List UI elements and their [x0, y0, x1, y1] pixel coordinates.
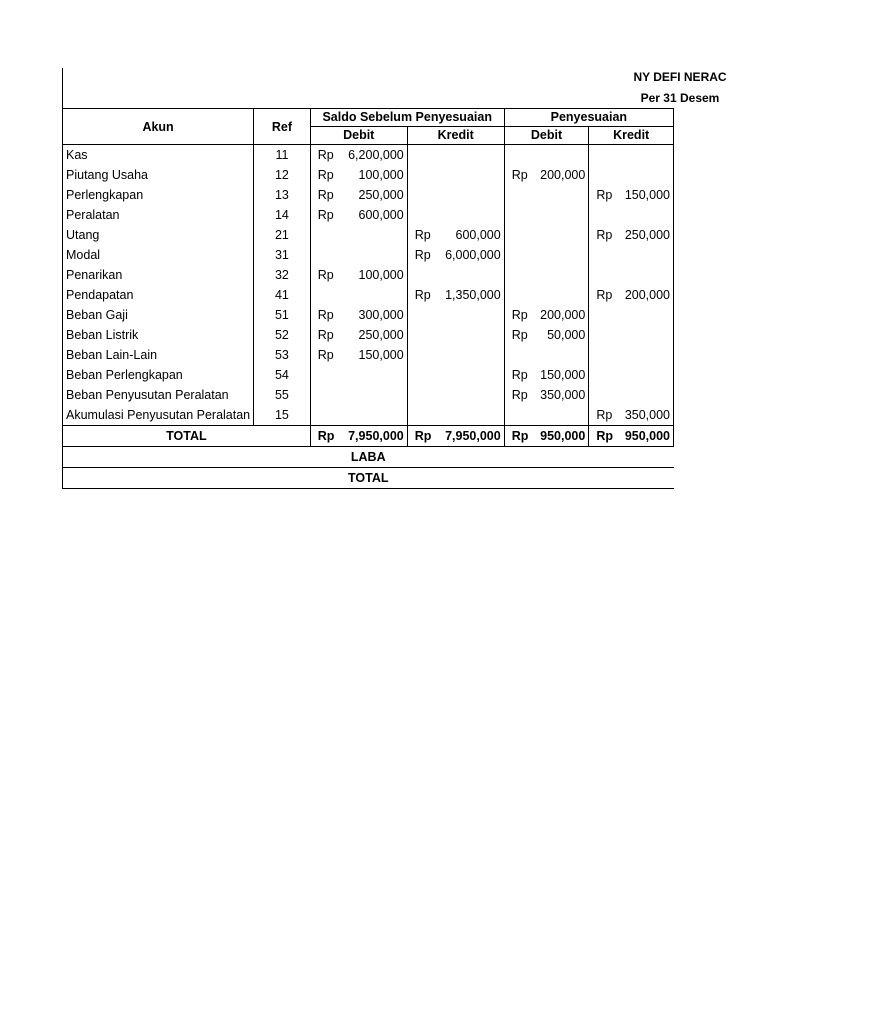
header-penyesuaian-kredit[interactable]: Kredit [589, 127, 674, 145]
report-subtitle: Per 31 Desem [640, 91, 720, 105]
account-name-cell[interactable]: Beban Gaji [63, 305, 254, 325]
penyesuaian-kredit-cell[interactable] [589, 285, 674, 305]
account-name-cell[interactable]: Penarikan [63, 265, 254, 285]
currency-label: Rp [511, 328, 528, 342]
penyesuaian-debit-cell[interactable] [504, 345, 589, 365]
saldo-kredit-cell[interactable] [407, 365, 504, 385]
table-row [63, 265, 674, 285]
table-row [63, 245, 674, 265]
account-name-cell[interactable]: Beban Perlengkapan [63, 365, 254, 385]
saldo-debit-cell[interactable] [310, 245, 407, 265]
penyesuaian-debit-cell[interactable] [504, 265, 589, 285]
total-saldo-kredit: 7,950,000 [445, 429, 501, 443]
saldo-kredit-cell[interactable] [407, 325, 504, 345]
ref-cell[interactable]: 11 [254, 145, 311, 166]
currency-label: Rp [511, 168, 528, 182]
ref-cell[interactable]: 31 [254, 245, 311, 265]
saldo-debit-amount: 6,200,000 [348, 148, 404, 162]
penyesuaian-debit-cell[interactable] [504, 205, 589, 225]
penyesuaian-kredit-cell[interactable] [589, 325, 674, 345]
saldo-kredit-cell[interactable] [407, 285, 504, 305]
penyesuaian-debit-amount: 150,000 [540, 368, 586, 382]
currency-label: Rp [511, 388, 528, 402]
table-row [63, 345, 674, 365]
ledger-body [63, 145, 674, 426]
header-saldo-sebelum-penyesuaian[interactable]: Saldo Sebelum Penyesuaian [310, 109, 504, 127]
account-name-cell[interactable]: Pendapatan [63, 285, 254, 305]
penyesuaian-debit-cell[interactable] [504, 305, 589, 325]
penyesuaian-debit-amount: 50,000 [547, 328, 586, 342]
header-ref[interactable]: Ref [254, 109, 311, 145]
penyesuaian-debit-amount: 200,000 [540, 168, 586, 182]
table-row [63, 365, 674, 385]
account-name-cell[interactable]: Piutang Usaha [63, 165, 254, 185]
currency-label: Rp [596, 408, 613, 422]
saldo-debit-amount: 250,000 [358, 328, 404, 342]
laba-label-cell[interactable]: LABA [63, 447, 674, 468]
ref-cell[interactable]: 54 [254, 365, 311, 385]
currency-label: Rp [317, 208, 334, 222]
total-penyesuaian-kredit: 950,000 [624, 429, 670, 443]
ref-cell[interactable]: 14 [254, 205, 311, 225]
ref-cell[interactable]: 52 [254, 325, 311, 345]
saldo-debit-amount: 100,000 [358, 268, 404, 282]
account-name-cell[interactable]: Akumulasi Penyusutan Peralatan [63, 405, 254, 426]
saldo-debit-cell[interactable] [310, 205, 407, 225]
saldo-kredit-cell[interactable] [407, 145, 504, 166]
currency-label: Rp [596, 429, 613, 443]
currency-label: Rp [596, 288, 613, 302]
grand-total-label-cell[interactable]: TOTAL [63, 468, 674, 489]
penyesuaian-kredit-cell[interactable] [589, 145, 674, 166]
currency-label: Rp [414, 248, 431, 262]
total-row [63, 426, 674, 447]
ref-cell[interactable]: 41 [254, 285, 311, 305]
table-row [63, 385, 674, 405]
total-penyesuaian-kredit-cell[interactable] [589, 426, 674, 447]
saldo-debit-cell[interactable] [310, 165, 407, 185]
table-row [63, 325, 674, 345]
currency-label: Rp [317, 148, 334, 162]
table-row [63, 225, 674, 245]
account-name-cell[interactable]: Utang [63, 225, 254, 245]
saldo-debit-amount: 300,000 [358, 308, 404, 322]
header-akun[interactable]: Akun [63, 109, 254, 145]
saldo-debit-cell[interactable] [310, 285, 407, 305]
penyesuaian-debit-cell[interactable] [504, 245, 589, 265]
total-penyesuaian-debit-cell[interactable] [504, 426, 589, 447]
trial-balance-table [62, 108, 674, 489]
currency-label: Rp [596, 228, 613, 242]
ref-cell[interactable]: 21 [254, 225, 311, 245]
table-row [63, 285, 674, 305]
saldo-debit-amount: 150,000 [358, 348, 404, 362]
saldo-kredit-cell[interactable] [407, 265, 504, 285]
saldo-debit-cell[interactable] [310, 265, 407, 285]
penyesuaian-debit-cell[interactable] [504, 385, 589, 405]
penyesuaian-kredit-cell[interactable] [589, 165, 674, 185]
penyesuaian-debit-cell[interactable] [504, 325, 589, 345]
penyesuaian-kredit-amount: 350,000 [624, 408, 670, 422]
penyesuaian-debit-cell[interactable] [504, 145, 589, 166]
penyesuaian-kredit-cell[interactable] [589, 265, 674, 285]
table-row [63, 305, 674, 325]
penyesuaian-kredit-cell[interactable] [589, 205, 674, 225]
penyesuaian-debit-cell[interactable] [504, 365, 589, 385]
penyesuaian-kredit-amount: 200,000 [624, 288, 670, 302]
penyesuaian-debit-cell[interactable] [504, 285, 589, 305]
saldo-debit-cell[interactable] [310, 385, 407, 405]
saldo-kredit-cell[interactable] [407, 245, 504, 265]
currency-label: Rp [317, 268, 334, 282]
table-row [63, 185, 674, 205]
currency-label: Rp [511, 368, 528, 382]
ref-cell[interactable]: 12 [254, 165, 311, 185]
penyesuaian-debit-cell[interactable] [504, 165, 589, 185]
saldo-kredit-cell[interactable] [407, 305, 504, 325]
account-name-cell[interactable]: Peralatan [63, 205, 254, 225]
saldo-debit-cell[interactable] [310, 225, 407, 245]
saldo-debit-cell[interactable] [310, 185, 407, 205]
saldo-kredit-amount: 600,000 [455, 228, 501, 242]
currency-label: Rp [511, 429, 529, 443]
laba-row [63, 447, 674, 468]
header-saldo-debit[interactable]: Debit [310, 127, 407, 145]
saldo-debit-amount: 100,000 [358, 168, 404, 182]
penyesuaian-debit-cell[interactable] [504, 225, 589, 245]
penyesuaian-kredit-cell[interactable] [589, 405, 674, 426]
saldo-kredit-cell[interactable] [407, 205, 504, 225]
total-saldo-kredit-cell[interactable] [407, 426, 504, 447]
currency-label: Rp [317, 308, 334, 322]
table-row [63, 145, 674, 166]
saldo-kredit-cell[interactable] [407, 405, 504, 426]
currency-label: Rp [317, 328, 334, 342]
saldo-debit-amount: 250,000 [358, 188, 404, 202]
saldo-debit-cell[interactable] [310, 405, 407, 426]
currency-label: Rp [511, 308, 528, 322]
currency-label: Rp [317, 429, 335, 443]
header-saldo-kredit[interactable]: Kredit [407, 127, 504, 145]
penyesuaian-kredit-cell[interactable] [589, 245, 674, 265]
penyesuaian-debit-amount: 200,000 [540, 308, 586, 322]
table-row [63, 205, 674, 225]
currency-label: Rp [414, 429, 432, 443]
ref-cell[interactable]: 15 [254, 405, 311, 426]
currency-label: Rp [414, 228, 431, 242]
saldo-kredit-cell[interactable] [407, 345, 504, 365]
account-name-cell[interactable]: Kas [63, 145, 254, 166]
account-name-cell[interactable]: Modal [63, 245, 254, 265]
ref-cell[interactable]: 53 [254, 345, 311, 365]
total-saldo-debit: 7,950,000 [348, 429, 404, 443]
saldo-kredit-cell[interactable] [407, 185, 504, 205]
penyesuaian-kredit-cell[interactable] [589, 345, 674, 365]
header-penyesuaian-debit[interactable]: Debit [504, 127, 589, 145]
table-row [63, 165, 674, 185]
left-border-line [62, 68, 63, 108]
currency-label: Rp [414, 288, 431, 302]
saldo-debit-cell[interactable] [310, 345, 407, 365]
table-row [63, 405, 674, 426]
total-label-cell[interactable]: TOTAL [63, 426, 311, 447]
ref-cell[interactable]: 51 [254, 305, 311, 325]
penyesuaian-debit-cell[interactable] [504, 405, 589, 426]
penyesuaian-debit-amount: 350,000 [540, 388, 586, 402]
penyesuaian-kredit-amount: 150,000 [624, 188, 670, 202]
saldo-debit-cell[interactable] [310, 365, 407, 385]
total-penyesuaian-debit: 950,000 [540, 429, 586, 443]
saldo-kredit-cell[interactable] [407, 385, 504, 405]
saldo-kredit-amount: 1,350,000 [445, 288, 501, 302]
currency-label: Rp [317, 348, 334, 362]
penyesuaian-debit-cell[interactable] [504, 185, 589, 205]
report-title: NY DEFI NERAC [633, 70, 727, 84]
account-name-cell[interactable]: Beban Penyusutan Peralatan [63, 385, 254, 405]
saldo-debit-cell[interactable] [310, 145, 407, 166]
currency-label: Rp [317, 188, 334, 202]
ref-cell[interactable]: 13 [254, 185, 311, 205]
saldo-debit-cell[interactable] [310, 325, 407, 345]
penyesuaian-kredit-cell[interactable] [589, 225, 674, 245]
penyesuaian-kredit-cell[interactable] [589, 185, 674, 205]
account-name-cell[interactable]: Beban Lain-Lain [63, 345, 254, 365]
saldo-kredit-amount: 6,000,000 [445, 248, 501, 262]
header-penyesuaian[interactable]: Penyesuaian [504, 109, 673, 127]
saldo-debit-amount: 600,000 [358, 208, 404, 222]
account-name-cell[interactable]: Beban Listrik [63, 325, 254, 345]
ref-cell[interactable]: 55 [254, 385, 311, 405]
penyesuaian-kredit-cell[interactable] [589, 305, 674, 325]
grand-total-row [63, 468, 674, 489]
account-name-cell[interactable]: Perlengkapan [63, 185, 254, 205]
ref-cell[interactable]: 32 [254, 265, 311, 285]
saldo-kredit-cell[interactable] [407, 165, 504, 185]
penyesuaian-kredit-cell[interactable] [589, 385, 674, 405]
saldo-debit-cell[interactable] [310, 305, 407, 325]
penyesuaian-kredit-cell[interactable] [589, 365, 674, 385]
penyesuaian-kredit-amount: 250,000 [624, 228, 670, 242]
saldo-kredit-cell[interactable] [407, 225, 504, 245]
currency-label: Rp [317, 168, 334, 182]
currency-label: Rp [596, 188, 613, 202]
total-saldo-debit-cell[interactable] [310, 426, 407, 447]
